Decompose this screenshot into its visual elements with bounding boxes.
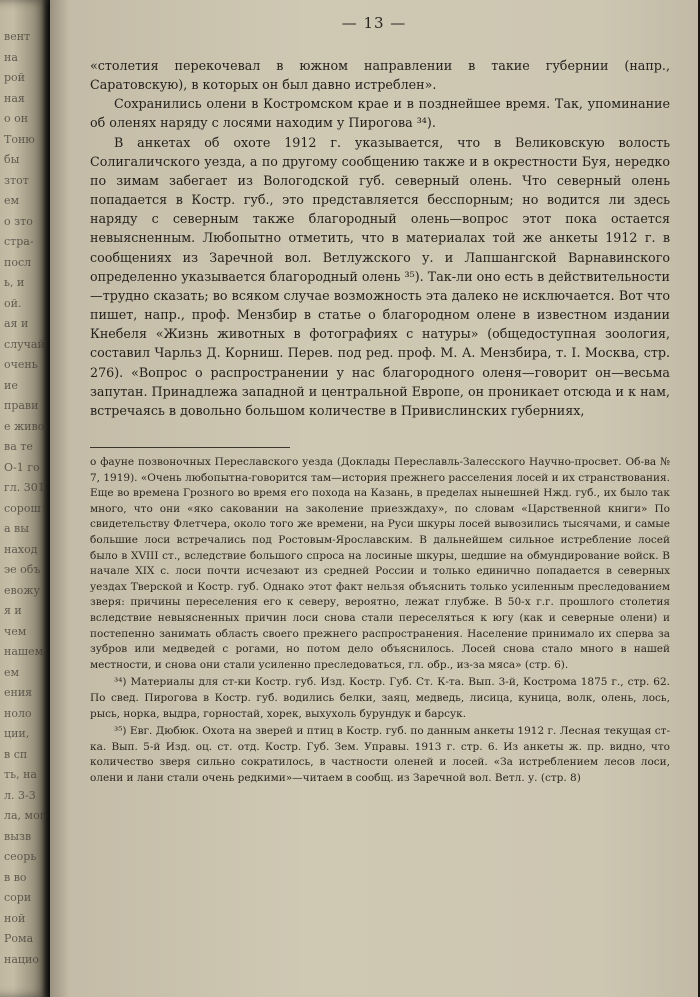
left-page-fragment: случай xyxy=(4,337,45,351)
left-page-fragment: ная xyxy=(4,91,25,105)
book-page xyxy=(50,0,698,997)
left-page-fragment: я и xyxy=(4,604,22,617)
left-page-fragment: нашем xyxy=(4,645,44,658)
left-page-fragment: ть, на xyxy=(4,768,37,781)
left-page-fragment: Тоню xyxy=(4,132,35,146)
left-page-fragment: ции, xyxy=(4,727,30,740)
left-page-fragment: о он xyxy=(4,112,29,125)
left-page-fragment: ва те xyxy=(4,440,33,453)
footnotes xyxy=(90,455,670,788)
left-page-fragment: вызв xyxy=(4,829,32,843)
left-page-fragment: ла, мог xyxy=(4,809,46,822)
left-page-fragment: ая и xyxy=(4,317,29,330)
footnote: ³⁵) Евг. Дюбюк. Охота на зверей и птиц в Костр. губ. по данным анкеты 1912 г. Лесная текущая ст-ка. Вып. 5-й Изд. оц. ст. отд. Костр. Губ. Зем. Управы. 1913 г. стр. 6. Из анкеты ж. пр. видно, что количество зверя сильно сократилось, в частности оленей и лосей. «За истреблением лесов лоси, олени и лани стали очень редкими»—читаем в сообщ. из Заречной вол. Ветл. у. (стр. 8) xyxy=(90,725,670,784)
left-page-fragment: рой xyxy=(4,71,25,84)
page-number: — 13 — xyxy=(341,14,407,32)
left-page-fragment: эе объ xyxy=(4,563,41,576)
left-page-fragment: е живо xyxy=(4,419,45,433)
left-page-fragment: в сп xyxy=(4,747,28,761)
body-paragraph: «столетия перекочевал в южном направлении в такие губернии (напр., Саратовскую), в которых он был давно истреблен». xyxy=(90,58,670,93)
left-page-fragment: ной xyxy=(4,911,26,925)
left-page-fragment: евожу xyxy=(4,583,40,597)
left-page-fragment: сеорь xyxy=(4,850,37,863)
body-paragraph: Сохранились олени в Костромском крае и в позднейшее время. Так, упоминание об оленях наряду с лосями находим у Пирогова ³⁴). xyxy=(90,96,670,131)
body-paragraph: В анкетах об охоте 1912 г. указывается, что в Великовскую волость Солигаличского уезда, а по другому сообщению также и в окрестности Буя, нередко по зимам забегает из Вологодской губ. северный олень. Что северный олень попадается в Костр. губ., это представляется бесспорным; но водится ли здесь наряду с северным также благородный олень—вопрос этот пока остается невыясненным. Любопытно отметить, что в материалах той же анкеты 1912 г. в сообщениях из Заречной вол. Ветлужского у. и Лапшангской Варнавинского определенно указывается благородный олень ³⁵). Так-ли оно есть в действительности—трудно сказать; во всяком случае возможность эта далеко не исключается. Вот что пишет, напр., проф. Мензбир в статье о благородном олене в известном издании Кнебеля «Жизнь животных в фотографиях с натуры» (общедоступная зоология, составил Чарльз Д. Корниш. Перев. под ред. проф. М. А. Мензбира, т. I. Москва, стр. 276). «Вопрос о распространении у нас благородного оленя—говорит он—весьма запутан. Принадлежа западной и центральной Европе, он проникает отсюда и к нам, встречаясь в довольно большом количестве в Привислинских губерниях, xyxy=(90,134,670,418)
left-page-fragment: О-1 го xyxy=(4,460,40,474)
left-page-fragment: на xyxy=(4,50,18,64)
left-page-fragment: прави xyxy=(4,399,39,412)
left-page-fragment: зтот xyxy=(4,173,29,187)
left-page-fragment: ем xyxy=(4,665,20,679)
left-page-fragment: бы xyxy=(4,153,20,166)
left-page-fragment: ой. xyxy=(4,296,22,310)
footnote-divider xyxy=(90,447,290,448)
left-page-fragment: ие xyxy=(4,378,18,392)
left-page-edge xyxy=(0,0,48,997)
left-page-fragment: посл xyxy=(4,255,32,269)
left-page-fragment: ения xyxy=(4,686,33,699)
left-page-fragment: Рома xyxy=(4,932,34,945)
main-text xyxy=(90,56,670,420)
footnote: о фауне позвоночных Переславского уезда (Доклады Переславль-Залесского Научно-просвет. Об-ва № 7, 1919). «Очень любопытна-говорится там—история прежнего расселения лосей и их странствования. Еще во времена Грозного во время его похода на Казань, в пределах нынешней Нжд. губ., их было так много, что они «яко саковании на заколение приезждаху», по словам «Царственной книги» По свидетельству Флетчера, около того же времени, на Руси шкуры лосей вывозились тысячами, и самые большие лоси встречались под Ростовым-Ярославским. В дальнейшем сильное истребление лосей было в XVIII ст., вследствие большого спроса на лосиные шкуры, шедшие на обмундирование войск. В начале XIX с. лоси почти исчезают из средней России и только единично попадается в северных уездах Тверской и Костр. губ. Однако этот факт нельзя объяснить только усиленным преследованием зверя: причины переселения его к северу, вероятно, лежат глубже. В 50-х г.г. прошлого столетия вследствие невыясненных причин лоси снова стали переселяться к югу (как и северные олени) и постепенно занимать область своего прежнего распространения. Население принимало их сперва за зубров или медведей с рогами, но потом дело объяснилось. Лосей снова стало много в нашей местности, и снова они стали усиленно преследоваться, гл. обр., из-за мяса» (стр. 6). xyxy=(90,456,670,671)
left-page-fragment: о зто xyxy=(4,214,33,228)
left-page-fragment: очень xyxy=(4,358,38,371)
left-page-fragment: сори xyxy=(4,891,32,904)
left-page-fragment: ноло xyxy=(4,706,32,720)
left-page-fragment: вент xyxy=(4,30,31,43)
left-page-fragment: стра- xyxy=(4,235,34,248)
left-page-fragment: л. 3-3 xyxy=(4,788,36,802)
left-page-fragment: нацио xyxy=(4,952,39,966)
left-page-fragment: в во xyxy=(4,870,27,884)
left-page-fragment: наход xyxy=(4,542,38,556)
left-page-fragment: чем xyxy=(4,624,27,638)
left-page-fragment: ем xyxy=(4,194,20,207)
left-page-fragment: ь, и xyxy=(4,276,25,289)
left-page-fragment: а вы xyxy=(4,522,30,535)
footnote: ³⁴) Материалы для ст-ки Костр. губ. Изд. Костр. Губ. Ст. К-та. Вып. 3-й, Кострома 1875 г., стр. 62. По свед. Пирогова в Костр. губ. водились белки, заяц, медведь, лисица, куница, волк, олень, лось, рысь, норка, выдра, горностай, хорек, выхухоль бурундук и барсук. xyxy=(90,676,670,720)
left-page-fragment: гл. 301 xyxy=(4,481,45,494)
left-page-fragment: сорош xyxy=(4,501,41,515)
